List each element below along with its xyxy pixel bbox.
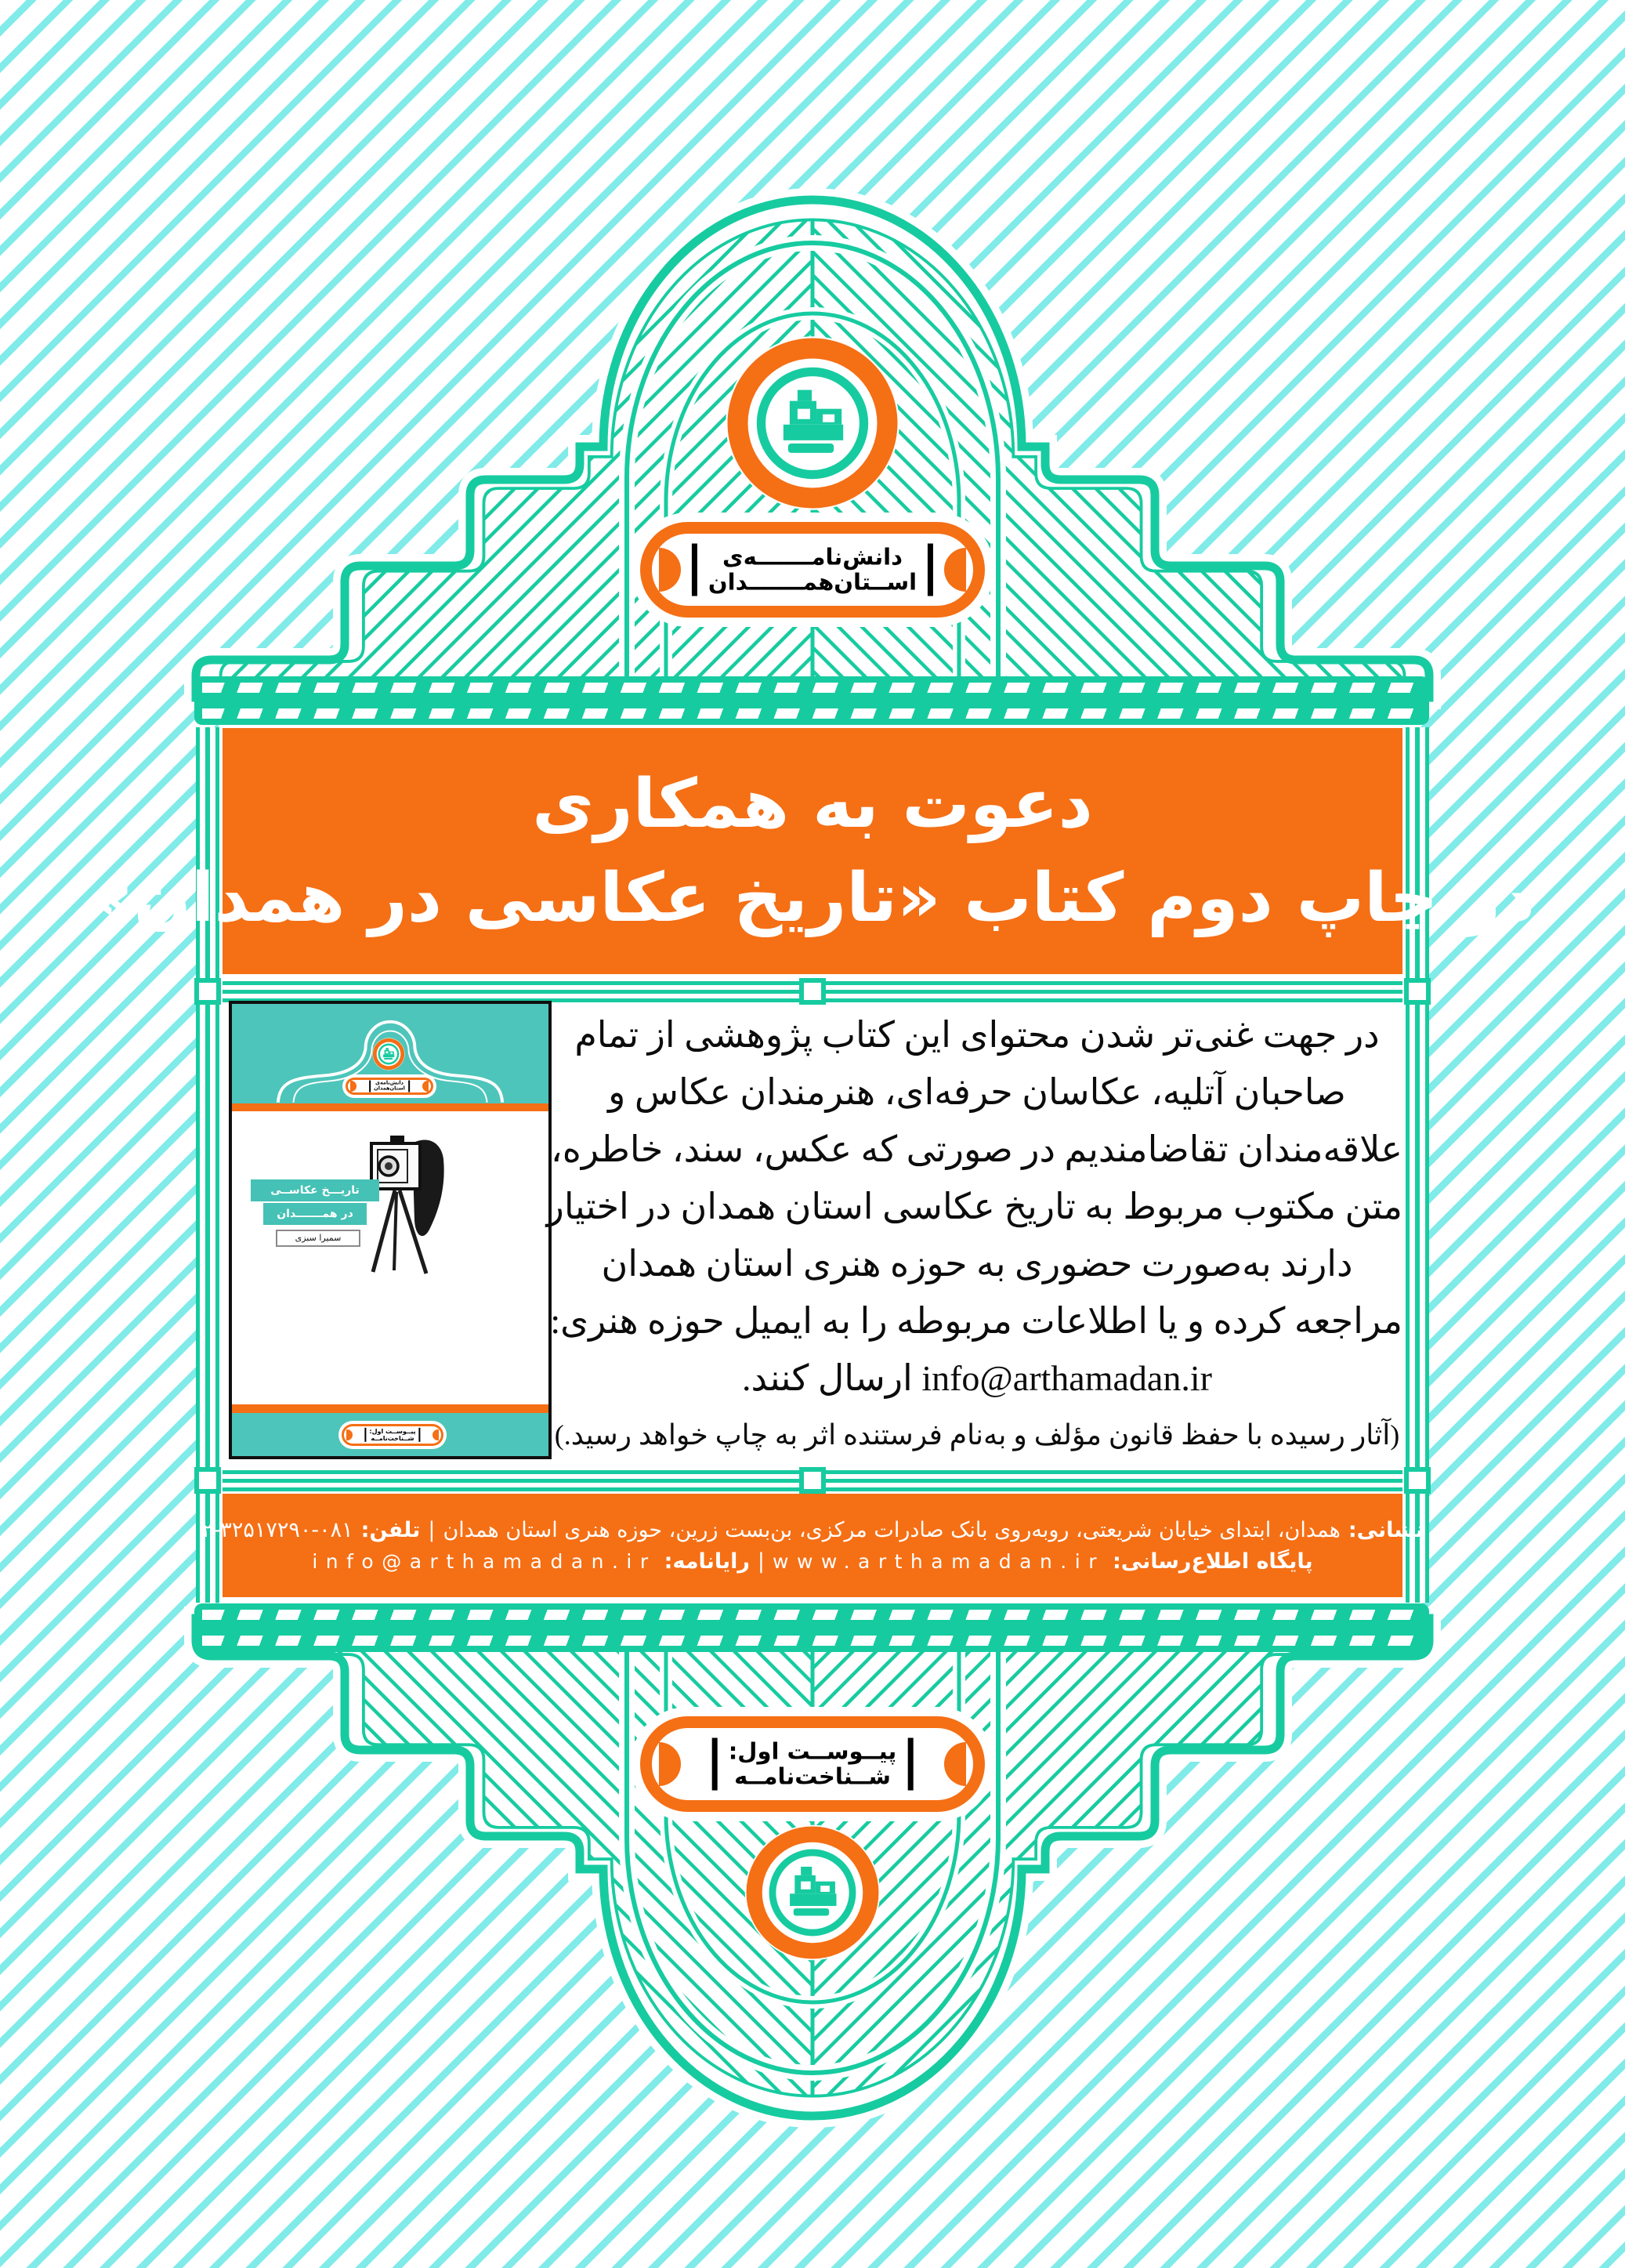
badge-text: [692, 544, 933, 596]
cover-badge-line1: دانش‌نامه‌ی: [375, 1079, 404, 1086]
appendix-badge-line2: شــناخت‌نامــه: [734, 1763, 891, 1790]
body-text: [546, 1006, 1402, 1455]
cover-orange-bar-top: [232, 1103, 548, 1111]
cover-badge-text: [369, 1081, 410, 1092]
filmstrip-band-top: [194, 676, 1429, 725]
frame-cross-square: [1404, 1467, 1431, 1494]
phone-number: ۲-۳۲۵۱۷۲۹۰-۰۸۱: [201, 1517, 353, 1542]
encyclopedia-badge: [640, 522, 985, 618]
footer-divider: |: [757, 1549, 765, 1574]
filmstrip-band-bottom: [194, 1603, 1429, 1652]
cover-badge-line2: استان‌همدان: [374, 1085, 405, 1092]
frame-cross-square: [799, 1467, 826, 1494]
cover-title-line2: در همـــــــدان: [263, 1203, 367, 1225]
badge-leaf-icon: [432, 1429, 439, 1440]
poster-title-line2: در چاپ دوم کتاب «تاریخ عکاسی در همدان»: [90, 859, 1535, 937]
body-line: متن مکتوب مربوط به تاریخ عکاسی استان همدان در اختیار: [546, 1187, 1402, 1226]
publisher-logo-bottom: [744, 1824, 881, 1962]
cover-footer-badge-line2: شــناخت‌نامــه: [371, 1435, 414, 1442]
contact-footer: [201, 1494, 1424, 1597]
website-url: www.arthamadan.ir: [773, 1549, 1105, 1573]
body-line: صاحبان آتلیه، عکاسان حرفه‌ای، هنرمندان عکاس و: [608, 1072, 1346, 1112]
email-address: info@arthamadan.ir: [312, 1549, 657, 1573]
body-line: info@arthamadan.ir ارسال کنند.: [742, 1358, 1212, 1398]
cover-footer-badge-text: [364, 1428, 420, 1442]
frame-cross-square: [1404, 978, 1431, 1005]
appendix-badge-text: [712, 1738, 914, 1791]
website-label: پایگاه اطلاع‌رسانی:: [1112, 1549, 1313, 1574]
cover-author: سمیرا سبزی: [276, 1230, 360, 1247]
appendix-badge: [640, 1716, 985, 1812]
title-banner: [90, 728, 1535, 974]
body-line: دارند به‌صورت حضوری به حوزه هنری استان همدان: [601, 1244, 1353, 1284]
email-label: رایانامه:: [664, 1549, 750, 1574]
cover-mini-badge: [346, 1078, 433, 1095]
publisher-logo: [724, 335, 901, 512]
footer-address-line: [201, 1518, 1424, 1542]
cover-mini-logo: [372, 1038, 405, 1071]
body-line: مراجعه کرده و یا اطلاعات مربوطه را به ایمیل حوزه هنری:: [550, 1301, 1402, 1341]
badge-line2: اســتان‌همـــــــدان: [708, 569, 917, 596]
body-line: در جهت غنی‌تر شدن محتوای این کتاب پژوهشی از تمام: [574, 1015, 1380, 1055]
cover-footer-badge: [342, 1424, 443, 1446]
body-line: علاقه‌مندان تقاضامندیم در صورتی که عکس، سند، خاطره،: [550, 1129, 1402, 1169]
badge-leaf-icon: [422, 1081, 429, 1092]
cover-mini-logo-icon: [372, 1038, 405, 1071]
frame-cross-square: [194, 1467, 221, 1494]
cover-title-line1: تاریـــخ عکاســی: [251, 1179, 379, 1201]
cover-footer-badge-line1: پیــوســت اول:: [369, 1427, 416, 1435]
footer-web-line: [312, 1549, 1312, 1574]
poster-title-line1: دعوت به همکاری: [532, 765, 1093, 843]
cover-orange-bar-bottom: [232, 1404, 548, 1413]
book-cover-thumbnail: [229, 1001, 552, 1459]
frame-cross-square: [799, 978, 826, 1005]
publisher-logo-icon: [724, 335, 901, 512]
footer-divider: |: [428, 1517, 436, 1542]
copyright-note: (آثار رسیده با حفظ قانون مؤلف و به‌نام فرستنده اثر به چاپ خواهد رسید.): [554, 1419, 1400, 1451]
appendix-badge-line1: پیــوســت اول:: [728, 1737, 897, 1765]
phone-label: تلفن:: [360, 1517, 421, 1542]
publisher-logo-icon: [744, 1824, 881, 1962]
address-text: همدان، ابتدای خیابان شریعتی، روبه‌روی بانک صادرات مرکزی، بن‌بست زرین، حوزه هنری استان همدان: [443, 1517, 1341, 1542]
address-label: نشانی:: [1348, 1517, 1424, 1542]
frame-cross-square: [194, 978, 221, 1005]
badge-line1: دانش‌نامـــــــه‌ی: [722, 543, 903, 571]
